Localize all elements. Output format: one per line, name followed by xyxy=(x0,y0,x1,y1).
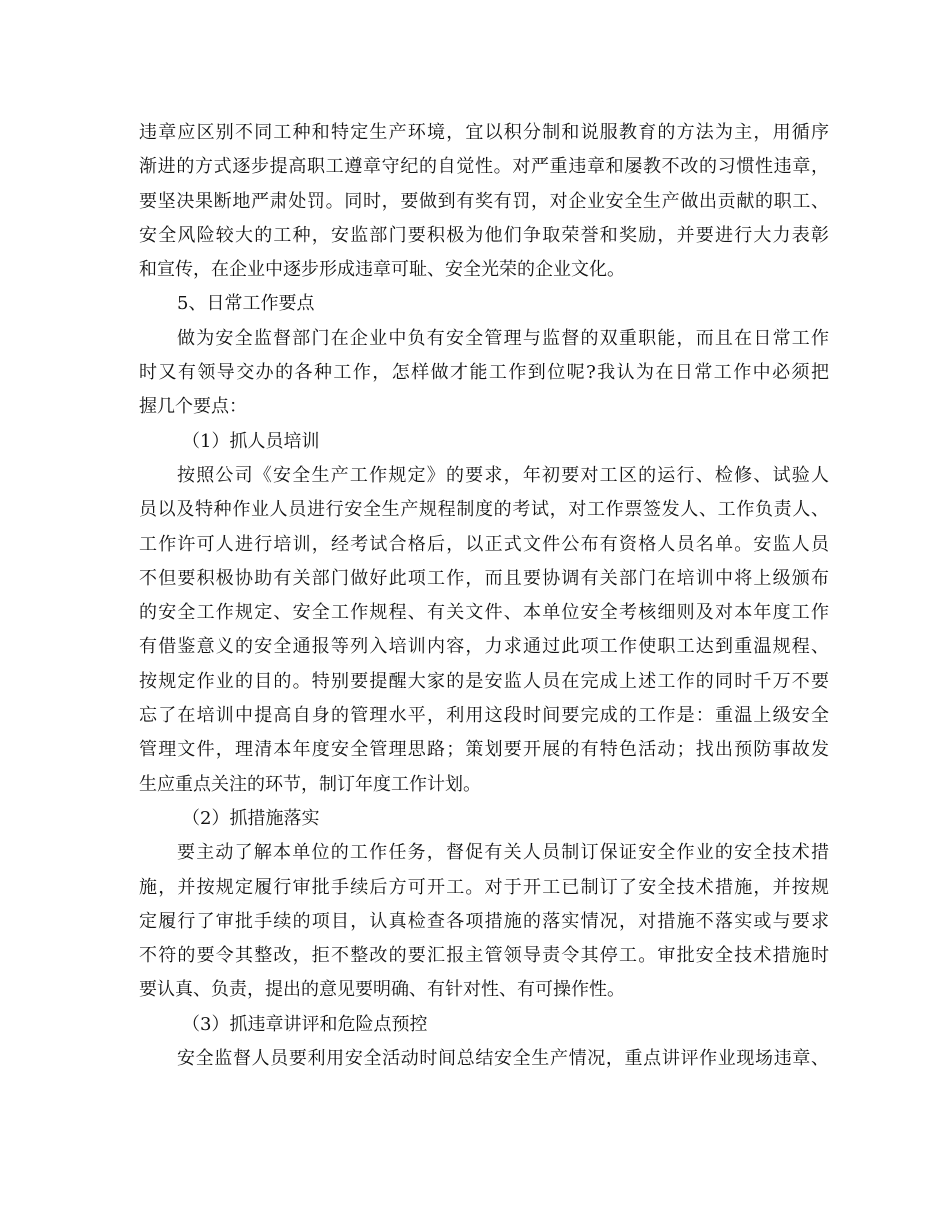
subsection-heading: （1）抓人员培训 xyxy=(182,430,320,452)
subsection-heading: （2）抓措施落实 xyxy=(182,807,320,829)
text-line: 违章应区别不同工种和特定生产环境，宜以积分制和说服教育的方法为主，用循序 xyxy=(139,122,829,143)
text-line: 要坚决果断地严肃处罚。同时，要做到有奖有罚，对企业安全生产做出贡献的职工、 xyxy=(139,190,829,212)
text-line: 有借鉴意义的安全通报等列入培训内容，力求通过此项工作使职工达到重温规程、 xyxy=(139,636,829,658)
text-line: 不但要积极协助有关部门做好此项工作，而且要协调有关部门在培训中将上级颁布 xyxy=(139,567,829,589)
text-line: 忘了在培训中提高自身的管理水平，利用这段时间要完成的工作是：重温上级安全 xyxy=(139,705,829,727)
text-line: 按照公司《安全生产工作规定》的要求，年初要对工区的运行、检修、试验人 xyxy=(177,464,829,486)
text-line: 渐进的方式逐步提高职工遵章守纪的自觉性。对严重违章和屡教不改的习惯性违章， xyxy=(139,156,829,178)
text-line: 安全监督人员要利用安全活动时间总结安全生产情况，重点讲评作业现场违章、 xyxy=(177,1048,829,1070)
text-line: 安全风险较大的工种，安监部门要积极为他们争取荣誉和奖励，并要进行大力表彰 xyxy=(139,224,829,246)
document-body xyxy=(139,116,829,1076)
text-line: 生应重点关注的环节，制订年度工作计划。 xyxy=(139,773,481,795)
text-line: 握几个要点： xyxy=(139,396,247,418)
text-line: 和宣传，在企业中逐步形成违章可耻、安全光荣的企业文化。 xyxy=(139,259,625,281)
text-line: 要认真、负责，提出的意见要明确、有针对性、有可操作性。 xyxy=(139,979,625,1001)
text-line: 员以及特种作业人员进行安全生产规程制度的考试，对工作票签发人、工作负责人、 xyxy=(139,499,829,521)
text-line: 要主动了解本单位的工作任务，督促有关人员制订保证安全作业的安全技术措 xyxy=(177,842,829,864)
text-line: 按规定作业的目的。特别要提醒大家的是安监人员在完成上述工作的同时千万不要 xyxy=(139,670,829,692)
text-line: 定履行了审批手续的项目，认真检查各项措施的落实情况，对措施不落实或与要求 xyxy=(139,910,829,932)
text-line: 的安全工作规定、安全工作规程、有关文件、本单位安全考核细则及对本年度工作 xyxy=(139,602,829,624)
subsection-heading: （3）抓违章讲评和危险点预控 xyxy=(182,1013,428,1035)
text-line: 管理文件，理清本年度安全管理思路；策划要开展的有特色活动；找出预防事故发 xyxy=(139,739,829,761)
text-line: 不符的要令其整改，拒不整改的要汇报主管领导责令其停工。审批安全技术措施时 xyxy=(139,945,829,967)
text-line: 工作许可人进行培训，经考试合格后，以正式文件公布有资格人员名单。安监人员 xyxy=(139,533,829,555)
text-line: 施，并按规定履行审批手续后方可开工。对于开工已制订了安全技术措施，并按规 xyxy=(139,876,829,898)
section-heading: 5、日常工作要点 xyxy=(177,293,315,315)
text-line: 做为安全监督部门在企业中负有安全管理与监督的双重职能，而且在日常工作 xyxy=(177,327,829,349)
text-line: 时又有领导交办的各种工作，怎样做才能工作到位呢?我认为在日常工作中必须把 xyxy=(139,362,829,384)
